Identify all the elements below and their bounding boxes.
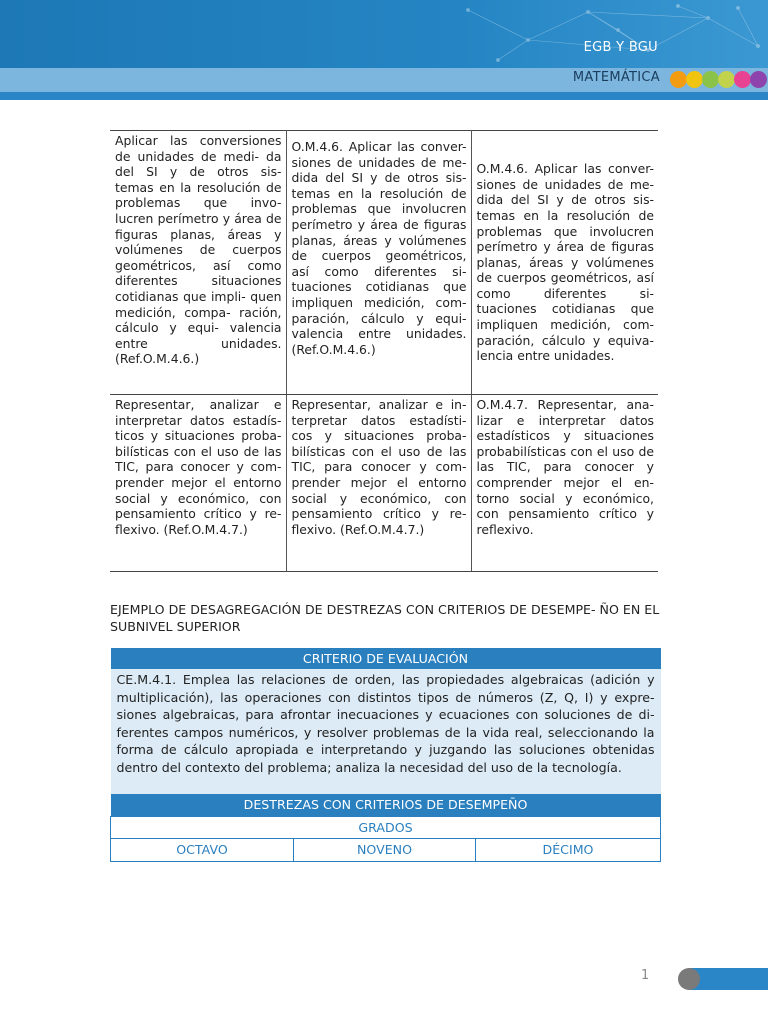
subject-label: MATEMÁTICA	[572, 70, 660, 85]
grade-decimo: DÉCIMO	[476, 839, 661, 862]
grados-header: GRADOS	[111, 817, 661, 839]
table-cell: Aplicar las conversiones de unidades de medi- da del SI y de otros sis- temas en la resolución de problemas que invo- lucren perímetro y área de figuras planas, áreas y volúmenes de cuerpos geométricos, así como diferentes situaciones cotidianas que impli- quen medición, compa- ración, cálculo y equi- valencia entre unidades. (Ref.O.M.4.6.)	[110, 131, 286, 395]
criterio-header: CRITERIO DE EVALUACIÓN	[111, 648, 661, 669]
header-underline	[0, 92, 768, 100]
grade-noveno: NOVENO	[294, 839, 476, 862]
color-dot	[670, 71, 687, 88]
criteria-table	[110, 648, 661, 862]
destrezas-header: DESTREZAS CON CRITERIOS DE DESEMPEÑO	[111, 794, 661, 817]
table-cell: Representar, analizar e interpretar datos estadís- ticos y situaciones proba- bilísticas con el uso de las TIC, para conocer y com- prender mejor el entorno social y económico, con pensamiento crítico y re- flexivo. (Ref.O.M.4.7.)	[110, 395, 286, 572]
table-cell: Representar, analizar e in- terpretar datos estadísti- cos y situaciones proba- bilísticas con el uso de las TIC, para conocer y com- prender mejor el entorno social y económico, con pensamiento crítico y re- flexivo. (Ref.O.M.4.7.)	[286, 395, 471, 572]
level-label: EGB Y BGU	[583, 40, 658, 55]
table-row	[110, 131, 658, 395]
color-dots-decoration	[670, 71, 768, 89]
color-dot	[718, 71, 735, 88]
header-bar	[0, 0, 768, 68]
page-circle-decoration	[678, 968, 700, 990]
network-pattern-decoration	[448, 0, 768, 68]
section-title: EJEMPLO DE DESAGREGACIÓN DE DESTREZAS CON CRITERIOS DE DESEMPE- ÑO EN EL SUBNIVEL SUPERIOR	[110, 602, 660, 634]
page-number: 1	[641, 968, 650, 983]
color-dot	[734, 71, 751, 88]
table-row	[110, 395, 658, 572]
criterio-text: CE.M.4.1. Emplea las relaciones de orden, las propiedades algebraicas (adición y multiplicación), las operaciones con distintos tipos de números (Z, Q, I) y expre- siones algebraicas, para afrontar inecuaciones y ecuaciones con soluciones de di- ferentes campos numéricos, y resolver problemas de la vida real, seleccionando la forma de cálculo apropiada e interpretando y juzgando las soluciones obtenidas dentro del contexto del problema; analiza la necesidad del uso de la tecnología.	[111, 669, 661, 794]
objectives-table	[110, 130, 658, 572]
table-cell: O.M.4.7. Representar, ana- lizar e interpretar datos estadísticos y situaciones probabilísticas con el uso de las TIC, para conocer y comprender mejor el en- torno social y económico, con pensamiento crítico y reflexivo.	[471, 395, 658, 572]
grade-octavo: OCTAVO	[111, 839, 294, 862]
table-cell: O.M.4.6. Aplicar las conver- siones de unidades de me- dida del SI y de otros sis- temas en la resolución de problemas que involucren perímetro y área de figuras planas, áreas y volúmenes de cuerpos geométricos, así como diferentes si- tuaciones cotidianas que impliquen medición, com- paración, cálculo y equi- valencia entre unidades. (Ref.O.M.4.6.)	[286, 131, 471, 395]
table-cell: O.M.4.6. Aplicar las conver- siones de unidades de me- dida del SI y de otros sis- temas en la resolución de problemas que involucren perímetro y área de figuras planas, áreas y volúmenes de cuerpos geométricos, así como diferentes si- tuaciones cotidianas que impliquen medición, com- paración, cálculo y equiva- lencia entre unidades.	[471, 131, 658, 395]
color-dot	[750, 71, 767, 88]
color-dot	[686, 71, 703, 88]
color-dot	[702, 71, 719, 88]
